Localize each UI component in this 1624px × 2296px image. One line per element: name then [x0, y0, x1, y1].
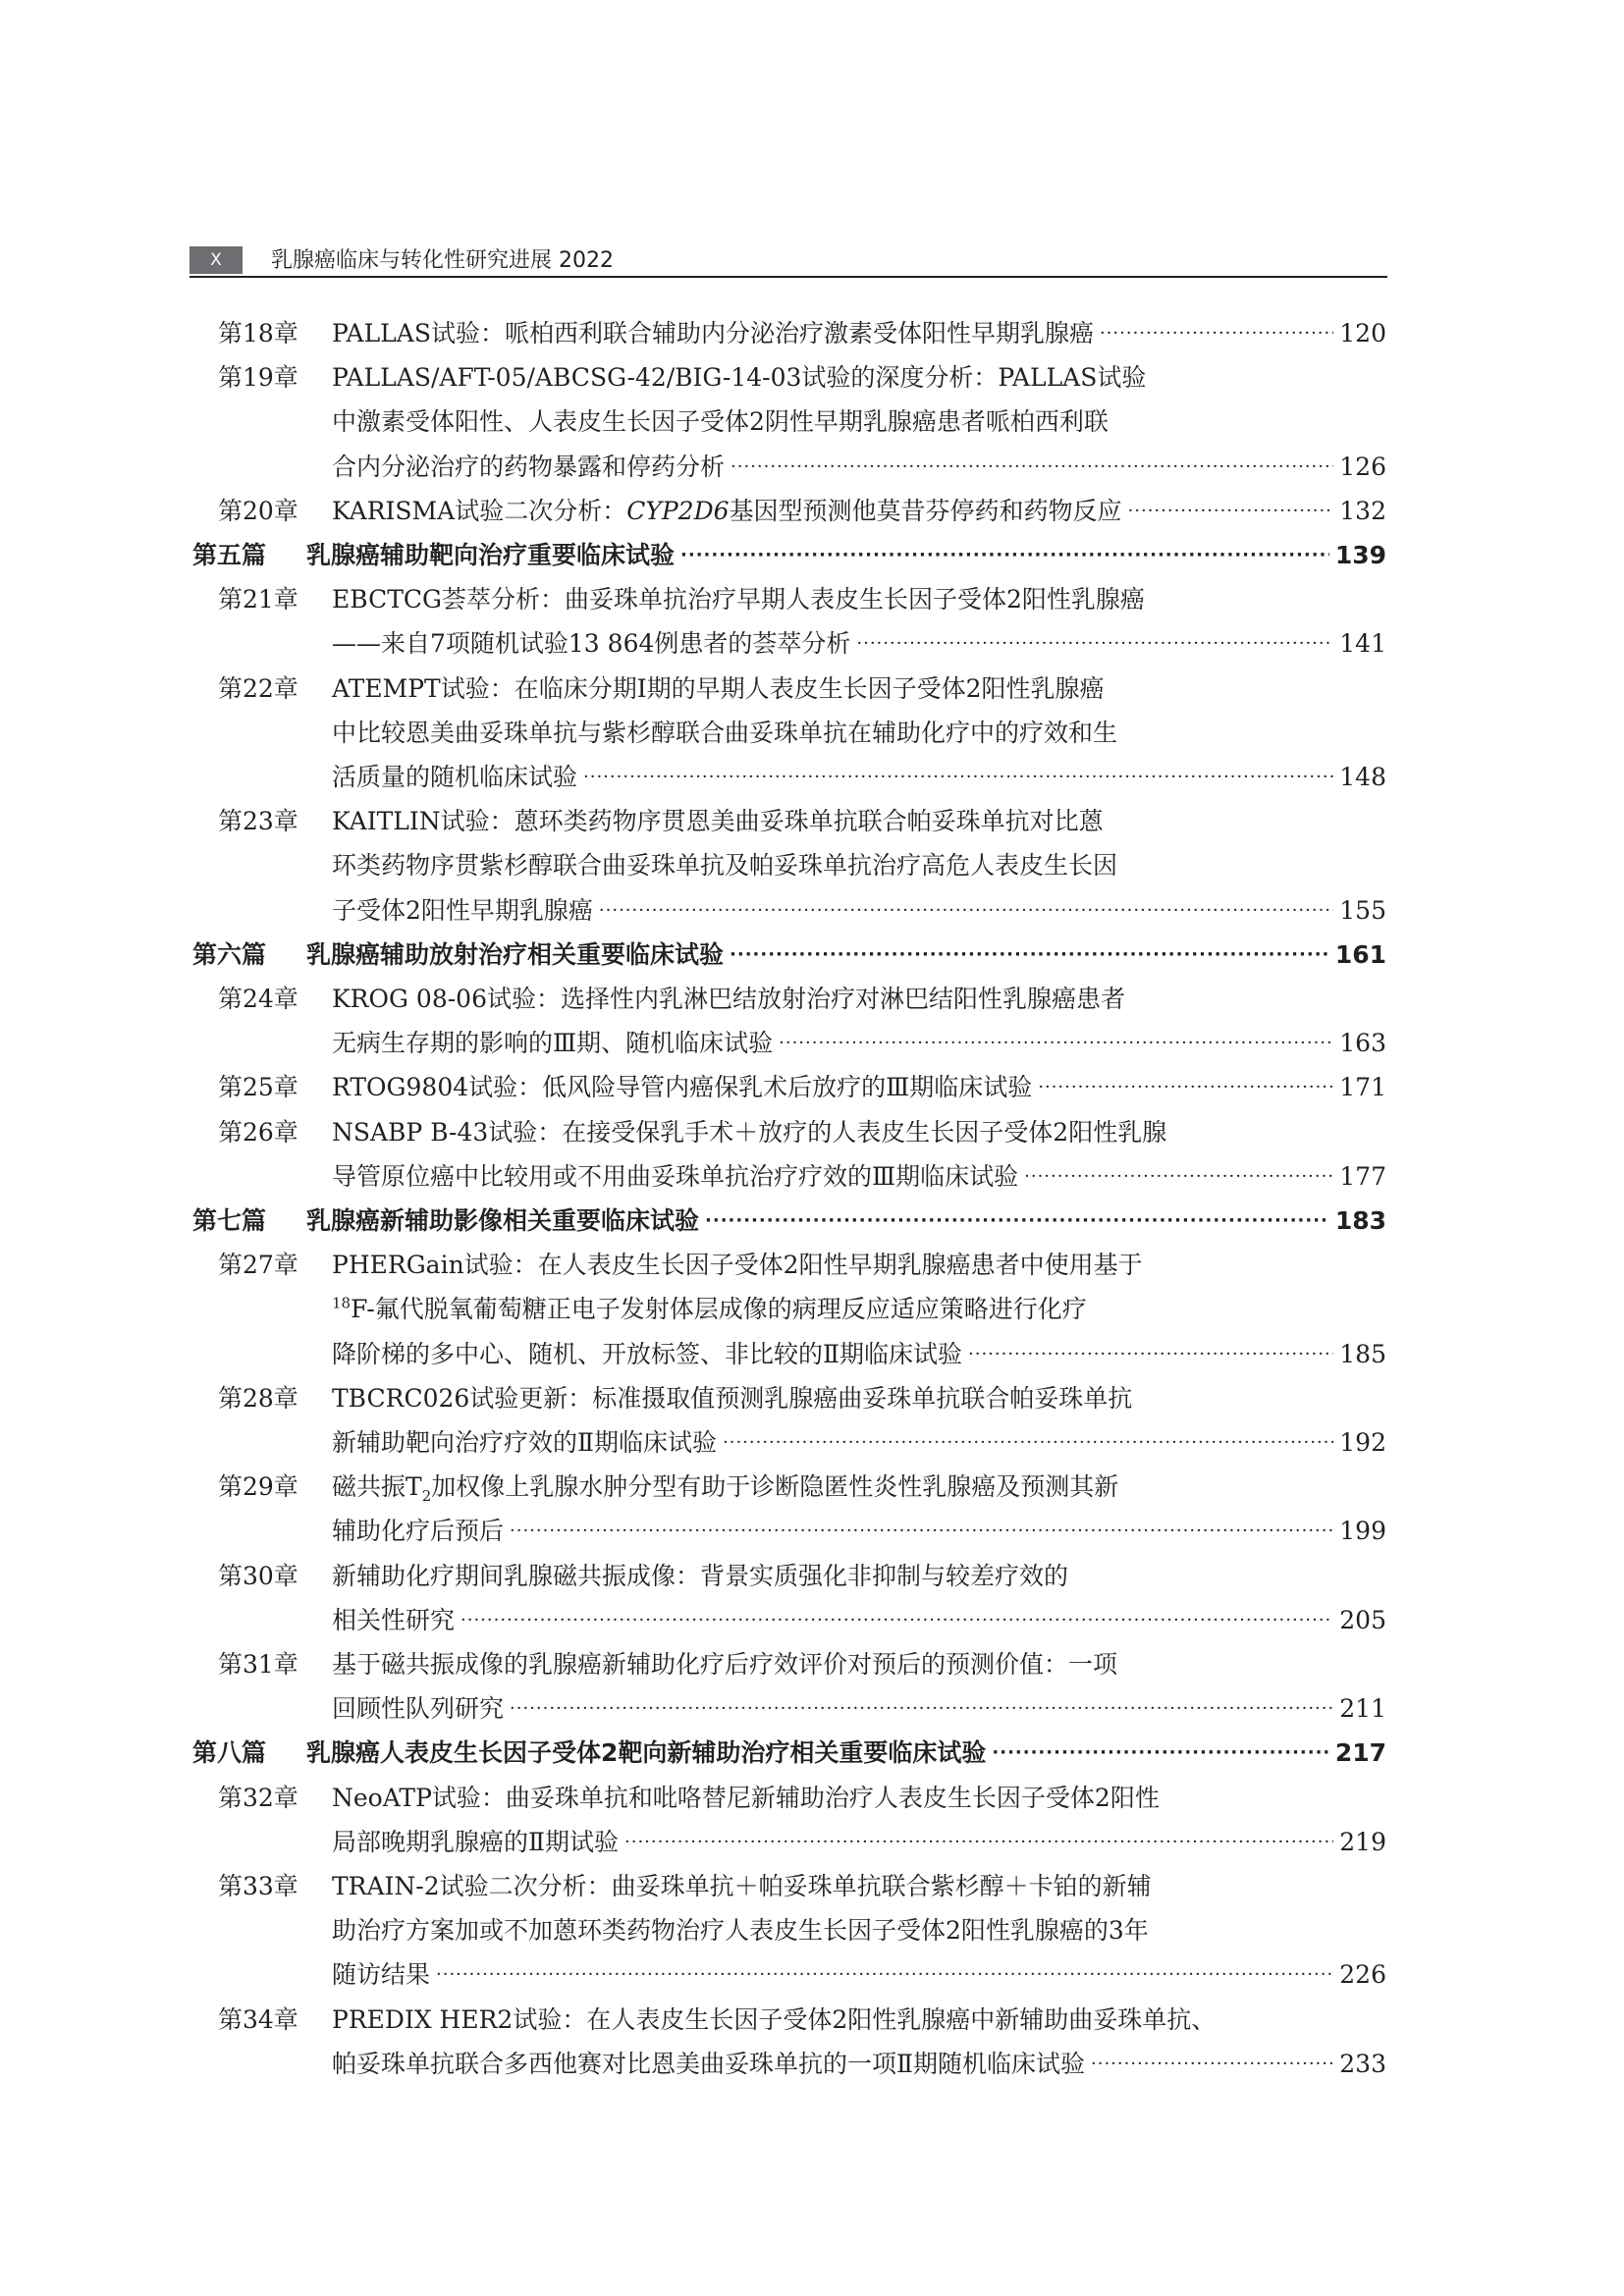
chapter-title-line[interactable] — [332, 1246, 1143, 1285]
chapter-title-line[interactable] — [332, 1113, 1166, 1152]
dot-leader — [510, 1512, 1333, 1551]
entry-text: 合内分泌治疗的药物暴露和停药分析 — [332, 452, 726, 481]
chapter-title-line[interactable] — [332, 980, 1125, 1019]
entry-text: PALLAS试验：哌柏西利联合辅助内分泌治疗激素受体阳性早期乳腺癌 — [332, 319, 1094, 347]
dot-leader — [1024, 1157, 1333, 1197]
page-number: 192 — [1339, 1428, 1386, 1457]
part-number: 第八篇 — [192, 1738, 267, 1768]
page-number: 183 — [1334, 1206, 1386, 1235]
chapter-title-line[interactable] — [332, 1512, 1386, 1551]
part-title[interactable] — [306, 935, 1386, 975]
part-title[interactable] — [306, 1734, 1386, 1773]
entry-text: 乳腺癌新辅助影像相关重要临床试验 — [306, 1206, 700, 1235]
entry-text: 乳腺癌辅助放射治疗相关重要临床试验 — [306, 939, 725, 969]
entry-text: 回顾性队列研究 — [332, 1694, 505, 1724]
entry-text: 导管原位癌中比较用或不用曲妥珠单抗治疗疗效的Ⅲ期临床试验 — [332, 1161, 1019, 1191]
chapter-title-line[interactable] — [332, 1068, 1386, 1107]
chapter-number: 第33章 — [218, 1872, 298, 1900]
chapter-title-line[interactable] — [332, 1557, 1068, 1596]
dot-leader — [436, 1955, 1333, 1995]
chapter-number: 第24章 — [218, 985, 298, 1013]
chapter-title-line[interactable] — [332, 1867, 1152, 1906]
chapter-title-line[interactable] — [332, 314, 1386, 353]
entry-text: 新辅助化疗期间乳腺磁共振成像：背景实质强化非抑制与较差疗效的 — [332, 1561, 1069, 1590]
page-number: 132 — [1339, 496, 1386, 525]
entry-text: 辅助化疗后预后 — [332, 1517, 505, 1546]
dot-leader — [680, 536, 1329, 575]
entry-text: 新辅助靶向治疗疗效的Ⅱ期临床试验 — [332, 1428, 717, 1457]
dot-leader — [723, 1423, 1333, 1463]
chapter-title-line[interactable] — [332, 1024, 1386, 1063]
entry-text: 中比较恩美曲妥珠单抗与紫杉醇联合曲妥珠单抗在辅助化疗中的疗效和生 — [332, 718, 1118, 747]
entry-text: RTOG9804试验：低风险导管内癌保乳术后放疗的Ⅲ期临床试验 — [332, 1073, 1033, 1102]
book-title: 乳腺癌临床与转化性研究进展 2022 — [271, 248, 614, 273]
page-number: 219 — [1339, 1827, 1386, 1856]
dot-leader — [1038, 1068, 1333, 1107]
chapter-title-line[interactable] — [332, 1601, 1386, 1640]
chapter-number: 第34章 — [218, 2004, 298, 2034]
dot-leader — [583, 758, 1333, 797]
dot-leader — [624, 1823, 1333, 1862]
entry-text: NSABP B-43试验：在接受保乳手术＋放疗的人表皮生长因子受体2阳性乳腺 — [332, 1117, 1167, 1147]
entry-text: TRAIN-2试验二次分析：曲妥珠单抗＋帕妥珠单抗联合紫杉醇＋卡铂的新辅 — [332, 1872, 1152, 1900]
page-number: 171 — [1339, 1073, 1386, 1102]
chapter-title-line[interactable] — [332, 1779, 1160, 1818]
chapter-title-line[interactable] — [332, 669, 1105, 709]
page-number: 226 — [1339, 1960, 1386, 1990]
chapter-number: 第23章 — [218, 807, 298, 836]
page-number: 205 — [1339, 1605, 1386, 1634]
page-number: 161 — [1334, 939, 1386, 969]
chapter-title-line[interactable] — [332, 1645, 1117, 1684]
part-number: 第六篇 — [192, 939, 267, 969]
part-number: 第七篇 — [192, 1206, 267, 1235]
entry-text: KARISMA试验二次分析：CYP2D6基因型预测他莫昔芬停药和药物反应 — [332, 496, 1122, 525]
page-number: 163 — [1339, 1029, 1386, 1058]
entry-text: 降阶梯的多中心、随机、开放标签、非比较的Ⅱ期临床试验 — [332, 1339, 962, 1368]
dot-leader — [730, 935, 1329, 975]
chapter-title-line[interactable] — [332, 1423, 1386, 1463]
entry-text: 子受体2阳性早期乳腺癌 — [332, 895, 593, 925]
entry-text: 局部晚期乳腺癌的Ⅱ期试验 — [332, 1827, 619, 1856]
chapter-title-line[interactable] — [332, 758, 1386, 797]
entry-text: 随访结果 — [332, 1960, 431, 1990]
entry-text: 磁共振$T_2$加权像上乳腺水肿分型有助于诊断隐匿性炎性乳腺癌及预测其新 — [332, 1472, 1119, 1506]
chapter-title-line[interactable] — [332, 846, 1117, 885]
entry-text: $^{18}$F-氟代脱氧葡萄糖正电子发射体层成像的病理反应适应策略进行化疗 — [332, 1295, 1087, 1324]
entry-text: 基于磁共振成像的乳腺癌新辅助化疗后疗效评价对预后的预测价值：一项 — [332, 1650, 1118, 1679]
chapter-title-line[interactable] — [332, 1955, 1386, 1995]
page-number: 139 — [1334, 541, 1386, 569]
page-number: 217 — [1334, 1738, 1386, 1768]
chapter-title-line[interactable] — [332, 1468, 1118, 1507]
page-number: 148 — [1339, 763, 1386, 791]
dot-leader — [1128, 492, 1334, 531]
entry-text: NeoATP试验：曲妥珠单抗和吡咯替尼新辅助治疗人表皮生长因子受体2阳性 — [332, 1783, 1160, 1812]
chapter-number: 第22章 — [218, 673, 298, 703]
dot-leader — [856, 624, 1333, 664]
page-number: 211 — [1339, 1694, 1386, 1724]
page-number: 155 — [1339, 895, 1386, 925]
chapter-number: 第20章 — [218, 496, 298, 525]
dot-leader — [992, 1734, 1328, 1773]
entry-text: 乳腺癌人表皮生长因子受体2靶向新辅助治疗相关重要临床试验 — [306, 1738, 987, 1768]
entry-text: PREDIX HER2试验：在人表皮生长因子受体2阳性乳腺癌中新辅助曲妥珠单抗、 — [332, 2004, 1217, 2034]
chapter-number: 第31章 — [218, 1650, 298, 1679]
entry-text: 活质量的随机临床试验 — [332, 763, 578, 791]
chapter-title-line[interactable] — [332, 402, 1109, 442]
page-number: 177 — [1339, 1161, 1386, 1191]
dot-leader — [1091, 2045, 1333, 2084]
entry-text: ——来自7项随机试验13 864例患者的荟萃分析 — [332, 629, 851, 659]
chapter-title-line[interactable] — [332, 624, 1386, 664]
page-number: 199 — [1339, 1517, 1386, 1546]
page-number: 185 — [1339, 1339, 1386, 1368]
part-title[interactable] — [306, 536, 1386, 575]
chapter-title-line[interactable] — [332, 2045, 1386, 2084]
chapter-title-line[interactable] — [332, 1823, 1386, 1862]
chapter-number: 第29章 — [218, 1472, 298, 1502]
dot-leader — [510, 1689, 1333, 1729]
entry-text: 帕妥珠单抗联合多西他赛对比恩美曲妥珠单抗的一项Ⅱ期随机临床试验 — [332, 2049, 1085, 2078]
entry-text: 无病生存期的影响的Ⅲ期、随机临床试验 — [332, 1029, 774, 1058]
entry-text: PHERGain试验：在人表皮生长因子受体2阳性早期乳腺癌患者中使用基于 — [332, 1251, 1143, 1280]
dot-leader — [779, 1024, 1333, 1063]
entry-text: 乳腺癌辅助靶向治疗重要临床试验 — [306, 541, 676, 569]
dot-leader — [460, 1601, 1333, 1640]
chapter-title-line[interactable] — [332, 1290, 1087, 1329]
entry-text: KAITLIN试验：蒽环类药物序贯恩美曲妥珠单抗联合帕妥珠单抗对比蒽 — [332, 807, 1104, 836]
page-number-label: X — [189, 246, 243, 274]
dot-leader — [705, 1201, 1329, 1241]
chapter-title-line[interactable] — [332, 358, 1146, 398]
chapter-title-line[interactable] — [332, 1157, 1386, 1197]
chapter-title-line[interactable] — [332, 1335, 1386, 1374]
entry-text: KROG 08-06试验：选择性内乳淋巴结放射治疗对淋巴结阳性乳腺癌患者 — [332, 985, 1125, 1013]
entry-text: ATEMPT试验：在临床分期Ⅰ期的早期人表皮生长因子受体2阳性乳腺癌 — [332, 673, 1105, 703]
entry-text: 助治疗方案加或不加蒽环类药物治疗人表皮生长因子受体2阳性乳腺癌的3年 — [332, 1916, 1149, 1946]
entry-text: EBCTCG荟萃分析：曲妥珠单抗治疗早期人表皮生长因子受体2阳性乳腺癌 — [332, 585, 1145, 614]
entry-text: 中激素受体阳性、人表皮生长因子受体2阴性早期乳腺癌患者哌柏西利联 — [332, 407, 1109, 437]
chapter-number: 第27章 — [218, 1251, 298, 1280]
chapter-title-line[interactable] — [332, 580, 1145, 619]
chapter-title-line[interactable] — [332, 2001, 1216, 2040]
chapter-title-line[interactable] — [332, 802, 1104, 841]
chapter-title-line[interactable] — [332, 891, 1386, 931]
page-number: 233 — [1339, 2049, 1386, 2078]
chapter-number: 第28章 — [218, 1383, 298, 1413]
dot-leader — [599, 891, 1333, 931]
part-title[interactable] — [306, 1201, 1386, 1241]
page-number: 120 — [1339, 319, 1386, 347]
part-number: 第五篇 — [192, 541, 267, 569]
dot-leader — [1100, 314, 1333, 353]
dot-leader — [968, 1335, 1333, 1374]
entry-text: PALLAS/AFT-05/ABCSG-42/BIG-14-03试验的深度分析：PALLAS试验 — [332, 363, 1147, 393]
chapter-title-line[interactable] — [332, 1689, 1386, 1729]
running-header — [189, 244, 1387, 278]
page-number: 126 — [1339, 452, 1386, 481]
chapter-number: 第26章 — [218, 1117, 298, 1147]
entry-text: 环类药物序贯紫杉醇联合曲妥珠单抗及帕妥珠单抗治疗高危人表皮生长因 — [332, 851, 1118, 881]
entry-text: TBCRC026试验更新：标准摄取值预测乳腺癌曲妥珠单抗联合帕妥珠单抗 — [332, 1383, 1133, 1413]
chapter-number: 第32章 — [218, 1783, 298, 1812]
chapter-number: 第30章 — [218, 1561, 298, 1590]
chapter-title-line[interactable] — [332, 714, 1117, 753]
dot-leader — [731, 448, 1333, 487]
page-number: 141 — [1339, 629, 1386, 659]
chapter-title-line[interactable] — [332, 448, 1386, 487]
chapter-title-line[interactable] — [332, 1379, 1132, 1418]
chapter-number: 第25章 — [218, 1073, 298, 1102]
chapter-number: 第19章 — [218, 363, 298, 393]
chapter-number: 第21章 — [218, 585, 298, 614]
entry-text: 相关性研究 — [332, 1605, 456, 1634]
chapter-number: 第18章 — [218, 319, 298, 347]
chapter-title-line[interactable] — [332, 492, 1386, 531]
chapter-title-line[interactable] — [332, 1911, 1149, 1950]
